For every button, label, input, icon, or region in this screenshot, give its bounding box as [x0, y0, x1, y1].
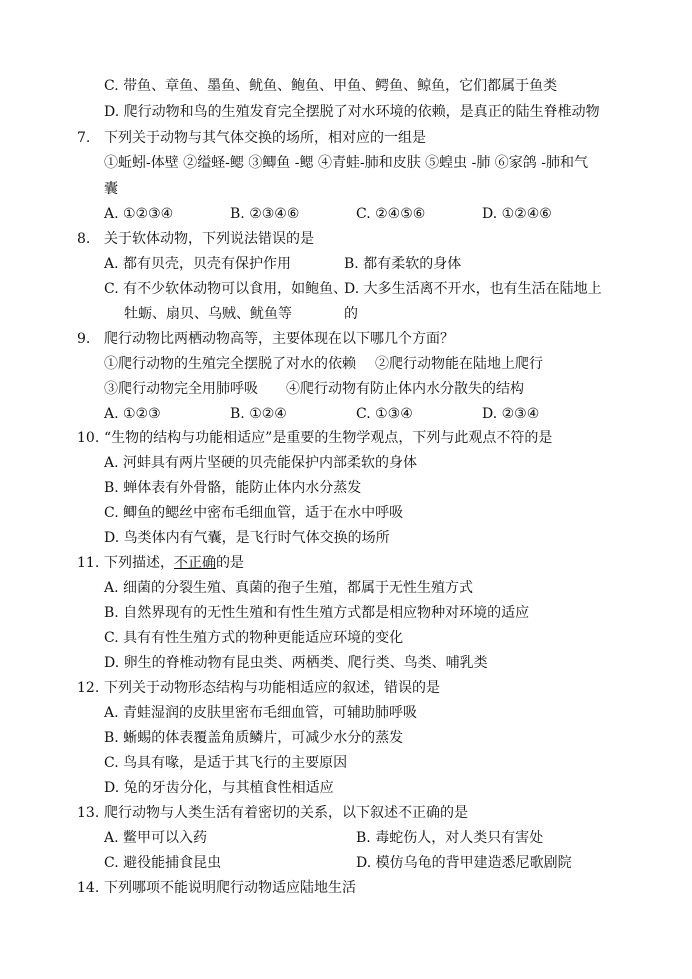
question-12-option-a: A. 青蛙湿润的皮肤里密布毛细血管，可辅助肺呼吸 — [104, 705, 418, 721]
option-c-prev: C. 带鱼、章鱼、墨鱼、鱿鱼、鲍鱼、甲鱼、鳄鱼、鲸鱼，它们都属于鱼类 — [104, 78, 558, 94]
question-8-option-c: C. 有不少软体动物可以食用，如鲍鱼、 — [104, 281, 348, 297]
question-11-option-b: B. 自然界现有的无性生殖和有性生殖方式都是相应物种对环境的适应 — [104, 605, 530, 621]
question-number-10: 10. — [77, 430, 100, 446]
question-9-option-c: C. ①③④ — [356, 406, 413, 422]
question-7-items: ①蚯蚓-体壁 ②缢蛏-鳃 ③鲫鱼 -鳃 ④青蛙-肺和皮肤 ⑤蝗虫 -肺 ⑥家鸽 -肺和气 — [104, 155, 588, 171]
question-number-14: 14. — [77, 880, 100, 896]
question-9-item-3: ③爬行动物完全用肺呼吸 — [104, 381, 258, 397]
question-10-stem: “生物的结构与功能相适应”是重要的生物学观点，下列与此观点不符的是 — [104, 430, 553, 446]
question-7-option-d: D. ①②④⑥ — [482, 206, 552, 222]
question-14-stem: 下列哪项不能说明爬行动物适应陆地生活 — [104, 880, 356, 896]
question-11-stem-underlined: 不正确 — [174, 555, 216, 571]
question-13-option-b: B. 毒蛇伤人，对人类只有害处 — [356, 830, 544, 846]
question-number-8: 8. — [77, 231, 91, 247]
option-d-prev: D. 爬行动物和鸟的生殖发育完全摆脱了对水环境的依赖，是真正的陆生脊椎动物 — [104, 104, 600, 120]
question-9-item-1: ①爬行动物的生殖完全摆脱了对水的依赖 — [104, 356, 356, 372]
question-13-option-d: D. 模仿乌龟的背甲建造悉尼歌剧院 — [356, 855, 572, 871]
question-11-stem-post: 的是 — [216, 555, 244, 571]
question-7-option-b: B. ②③④⑥ — [230, 206, 300, 222]
question-11-option-c: C. 具有有性生殖方式的物种更能适应环境的变化 — [104, 630, 404, 646]
question-8-option-d: D. 大多生活离不开水，也有生活在陆地上 — [344, 281, 602, 297]
question-8-stem: 关于软体动物，下列说法错误的是 — [104, 231, 314, 247]
question-7-stem: 下列关于动物与其气体交换的场所，相对应的一组是 — [104, 130, 426, 146]
question-9-option-b: B. ①②④ — [230, 406, 287, 422]
question-8-option-a: A. 都有贝壳，贝壳有保护作用 — [104, 256, 292, 272]
question-9-item-2: ②爬行动物能在陆地上爬行 — [375, 356, 543, 372]
question-13-stem: 爬行动物与人类生活有着密切的关系，以下叙述不正确的是 — [104, 805, 468, 821]
question-11-option-d: D. 卵生的脊椎动物有昆虫类、两栖类、爬行类、鸟类、哺乳类 — [104, 655, 488, 671]
question-number-12: 12. — [77, 680, 100, 696]
question-7-items-cont: 囊 — [104, 181, 118, 197]
question-9-item-4: ④爬行动物有防止体内水分散失的结构 — [286, 381, 524, 397]
question-9-option-d: D. ②③④ — [482, 406, 540, 422]
question-13-option-c: C. 避役能捕食昆虫 — [104, 855, 222, 871]
question-10-option-b: B. 蝉体表有外骨骼，能防止体内水分蒸发 — [104, 480, 362, 496]
question-9-option-a: A. ①②③ — [104, 406, 161, 422]
question-number-9: 9. — [77, 331, 91, 347]
question-10-option-d: D. 鸟类体内有气囊，是飞行时气体交换的场所 — [104, 530, 390, 546]
question-12-option-d: D. 兔的牙齿分化，与其植食性相适应 — [104, 780, 334, 796]
question-8-option-c-cont: 牡蛎、扇贝、乌贼、鱿鱼等 — [124, 306, 292, 322]
question-11-option-a: A. 细菌的分裂生殖、真菌的孢子生殖，都属于无性生殖方式 — [104, 580, 474, 596]
question-7-option-c: C. ②④⑤⑥ — [356, 206, 426, 222]
question-7-option-a: A. ①②③④ — [104, 206, 174, 222]
question-13-option-a: A. 鳖甲可以入药 — [104, 830, 208, 846]
question-8-option-d-cont: 的 — [344, 306, 358, 322]
question-10-option-a: A. 河蚌具有两片坚硬的贝壳能保护内部柔软的身体 — [104, 455, 418, 471]
question-11-stem — [104, 553, 244, 573]
question-number-7: 7. — [77, 130, 91, 146]
question-number-13: 13. — [77, 805, 100, 821]
question-10-option-c: C. 鲫鱼的鳃丝中密布毛细血管，适于在水中呼吸 — [104, 505, 404, 521]
question-12-stem: 下列关于动物形态结构与功能相适应的叙述，错误的是 — [104, 680, 440, 696]
question-number-11: 11. — [77, 555, 100, 571]
question-12-option-c: C. 鸟具有喙，是适于其飞行的主要原因 — [104, 755, 348, 771]
question-8-option-b: B. 都有柔软的身体 — [344, 256, 462, 272]
question-12-option-b: B. 蜥蜴的体表覆盖角质鳞片，可减少水分的蒸发 — [104, 730, 404, 746]
question-11-stem-pre: 下列描述， — [104, 555, 174, 571]
question-9-stem: 爬行动物比两栖动物高等，主要体现在以下哪几个方面？ — [104, 331, 454, 347]
